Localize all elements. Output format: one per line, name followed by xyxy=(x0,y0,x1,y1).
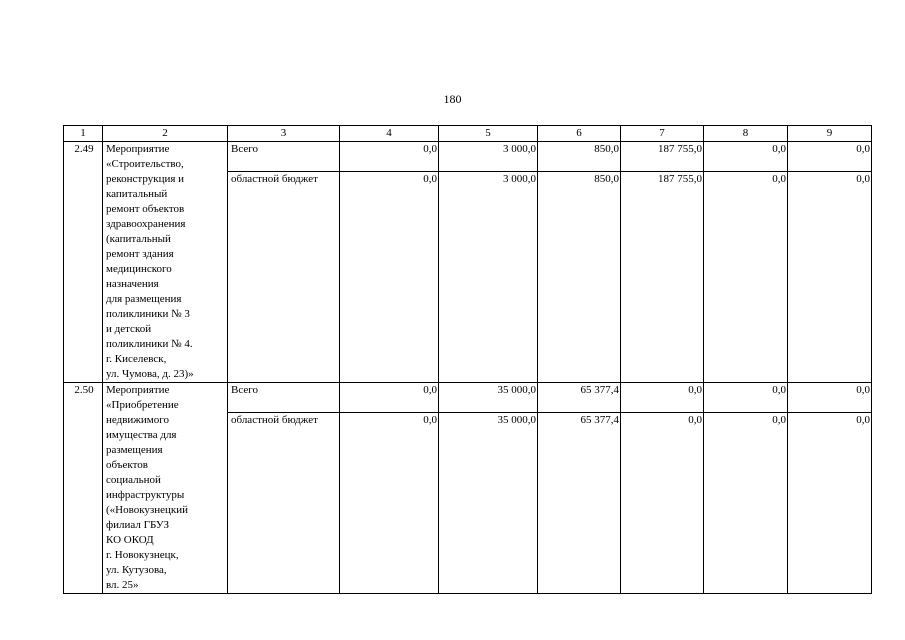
value-cell: 850,0 xyxy=(538,142,621,172)
row-code: 2.50 xyxy=(64,383,103,594)
value-cell: 0,0 xyxy=(788,142,872,172)
header-cell: 7 xyxy=(621,126,704,142)
value-cell: 0,0 xyxy=(621,413,704,594)
value-cell: 3 000,0 xyxy=(439,172,538,383)
value-cell: 0,0 xyxy=(621,383,704,413)
value-cell: 0,0 xyxy=(340,172,439,383)
value-cell: 35 000,0 xyxy=(439,413,538,594)
value-cell: 850,0 xyxy=(538,172,621,383)
header-cell: 2 xyxy=(103,126,228,142)
value-cell: 0,0 xyxy=(788,413,872,594)
event-description: Мероприятие «Строительство, реконструкция и капитальный ремонт объектов здравоохранения (капитальный ремонт здания медицинского назначения для размещения поликлиники № 3 и детской поликлиники № 4. г. Киселевск, ул. Чумова, д. 23)» xyxy=(103,142,228,383)
funding-source: областной бюджет xyxy=(228,413,340,594)
header-cell: 6 xyxy=(538,126,621,142)
header-row xyxy=(64,126,872,142)
value-cell: 187 755,0 xyxy=(621,142,704,172)
value-cell: 35 000,0 xyxy=(439,383,538,413)
header-cell: 3 xyxy=(228,126,340,142)
value-cell: 0,0 xyxy=(340,383,439,413)
value-cell: 0,0 xyxy=(788,383,872,413)
header-cell: 5 xyxy=(439,126,538,142)
header-cell: 9 xyxy=(788,126,872,142)
row-code: 2.49 xyxy=(64,142,103,383)
value-cell: 0,0 xyxy=(704,413,788,594)
header-cell: 4 xyxy=(340,126,439,142)
header-cell: 1 xyxy=(64,126,103,142)
header-cell: 8 xyxy=(704,126,788,142)
funding-source: Всего xyxy=(228,383,340,413)
table-row xyxy=(64,142,872,172)
value-cell: 0,0 xyxy=(704,142,788,172)
value-cell: 187 755,0 xyxy=(621,172,704,383)
value-cell: 0,0 xyxy=(340,142,439,172)
value-cell: 0,0 xyxy=(340,413,439,594)
funding-source: областной бюджет xyxy=(228,172,340,383)
table-row xyxy=(64,383,872,413)
funding-source: Всего xyxy=(228,142,340,172)
value-cell: 0,0 xyxy=(704,172,788,383)
budget-table xyxy=(63,125,872,594)
value-cell: 0,0 xyxy=(788,172,872,383)
value-cell: 65 377,4 xyxy=(538,413,621,594)
value-cell: 65 377,4 xyxy=(538,383,621,413)
value-cell: 0,0 xyxy=(704,383,788,413)
value-cell: 3 000,0 xyxy=(439,142,538,172)
event-description: Мероприятие «Приобретение недвижимого имущества для размещения объектов социальной инфраструктуры («Новокузнецкий филиал ГБУЗ КО ОКОД г. Новокузнецк, ул. Кутузова, вл. 25» xyxy=(103,383,228,594)
page-number: 180 xyxy=(443,92,462,106)
